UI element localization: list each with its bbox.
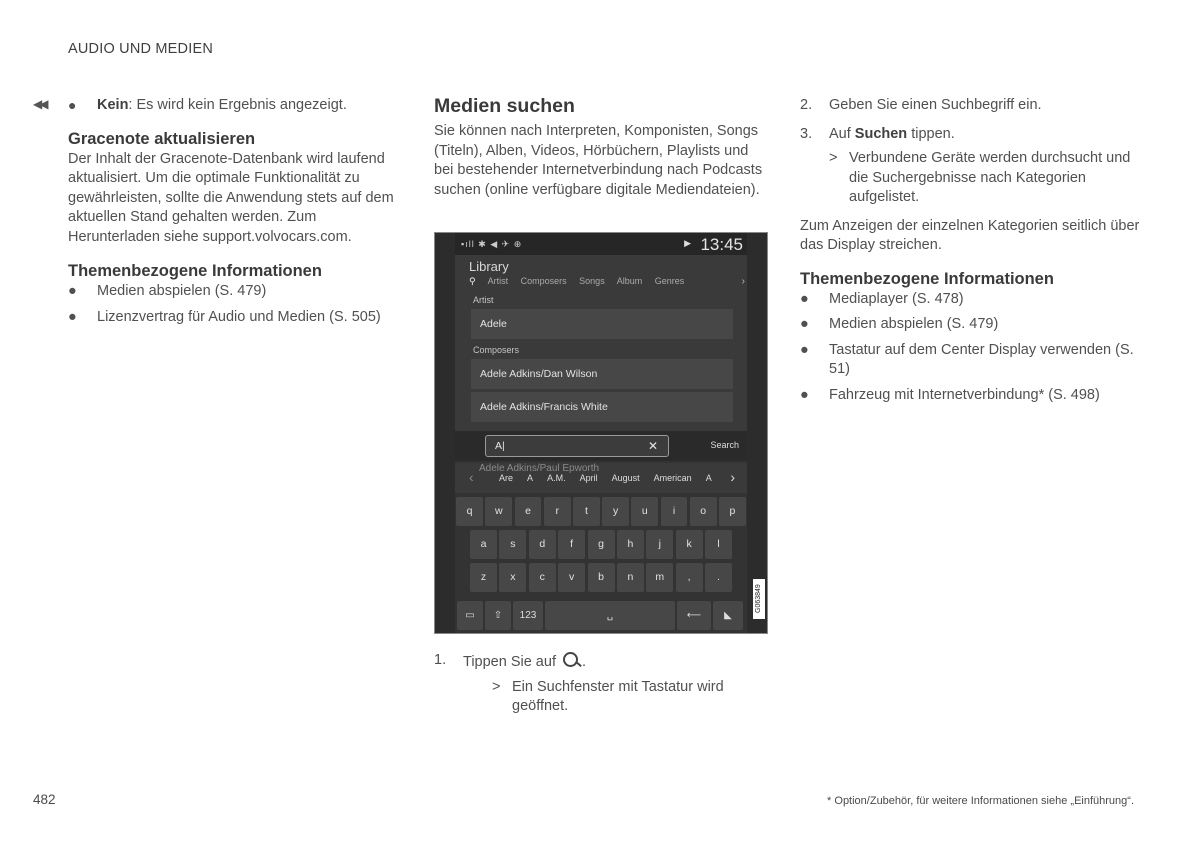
chevron-right-icon[interactable]: › (741, 276, 745, 287)
bullet-icon: ● (68, 308, 77, 325)
section-heading: Medien suchen (434, 95, 575, 117)
kein-item (68, 96, 408, 116)
bullet-icon: ● (800, 386, 809, 403)
suchen-label: Suchen (854, 125, 908, 142)
suggestion[interactable]: Are (499, 473, 514, 483)
search-button[interactable]: Search (710, 440, 739, 450)
key[interactable]: b (588, 563, 615, 592)
chevron-left-icon[interactable]: ‹ (469, 469, 474, 485)
bullet-icon: ● (68, 283, 77, 299)
key[interactable]: r (544, 497, 571, 526)
figure-id: G063849 (753, 579, 765, 619)
key[interactable]: y (602, 497, 629, 526)
related-link[interactable]: ● Mediaplayer (S. 478) (800, 290, 1140, 310)
related-link[interactable]: ● Medien abspielen (S. 479) (68, 282, 408, 302)
kein-label: Kein (97, 97, 129, 113)
key[interactable]: z (470, 563, 497, 592)
result-row[interactable]: Adele Adkins/Francis White (471, 392, 733, 422)
search-input[interactable]: A| ✕ (485, 435, 669, 457)
key[interactable]: v (558, 563, 585, 592)
step-result: > Ein Suchfenster mit Tastatur wird geöffnet. (492, 678, 724, 714)
key[interactable]: c (529, 563, 556, 592)
related-heading-1: Themenbezogene Informationen (68, 262, 322, 280)
step-number: 2. (800, 97, 813, 113)
center-display-illustration (434, 232, 768, 634)
result-row[interactable]: Adele Adkins/Dan Wilson (471, 359, 733, 389)
library-title: Library (469, 259, 509, 274)
status-bar (455, 233, 747, 255)
key-row-3 (455, 563, 747, 592)
search-icon (560, 651, 582, 669)
suggestion[interactable]: August (611, 473, 640, 483)
steps-list (800, 96, 1140, 208)
suggestion[interactable]: A (705, 473, 712, 483)
step-3: 3. Auf Suchen tippen. > Verbundene Geräte werden durchsucht und die Suchergebnisse nach Kategorien aufgelistet. (800, 125, 1140, 208)
step-result: > Verbundene Geräte werden durchsucht und die Suchergebnisse nach Kategorien aufgelistet. (829, 150, 1131, 205)
key[interactable]: p (719, 497, 746, 526)
tab-genres[interactable]: Genres (654, 276, 685, 286)
key[interactable]: s (499, 530, 526, 559)
suggestions (499, 473, 724, 483)
tab-composers[interactable]: Composers (520, 276, 567, 286)
key[interactable]: l (705, 530, 732, 559)
key[interactable]: t (573, 497, 600, 526)
key-row-bottom (455, 599, 747, 633)
key[interactable]: m (646, 563, 673, 592)
column-1 (68, 96, 408, 333)
voice-icon[interactable]: ◣ (713, 601, 743, 630)
key[interactable]: o (690, 497, 717, 526)
close-icon[interactable]: ✕ (647, 439, 658, 453)
key[interactable]: d (529, 530, 556, 559)
key[interactable]: u (631, 497, 658, 526)
key-row-1 (455, 497, 747, 526)
swipe-note: Zum Anzeigen der einzelnen Kategorien seitlich über das Display streichen. (800, 217, 1140, 253)
steps-list (434, 651, 768, 717)
key[interactable]: w (485, 497, 512, 526)
suggestion[interactable]: April (579, 473, 598, 483)
related-link[interactable]: ● Fahrzeug mit Internetverbindung* (S. 498) (800, 386, 1140, 406)
key-row-2 (455, 530, 747, 559)
kein-text: : Es wird kein Ergebnis angezeigt. (128, 97, 347, 113)
key[interactable]: e (515, 497, 542, 526)
related-list-1 (68, 282, 408, 327)
related-link[interactable]: ● Medien abspielen (S. 479) (800, 315, 1140, 335)
key[interactable]: . (705, 563, 732, 592)
key[interactable]: , (676, 563, 703, 592)
suggestion[interactable]: A (527, 473, 534, 483)
key[interactable]: q (456, 497, 483, 526)
key[interactable]: j (646, 530, 673, 559)
related-list-2 (800, 290, 1140, 406)
back-arrows-icon[interactable]: ◀◀ (33, 97, 46, 111)
step-1: 1. Tippen Sie auf . > Ein Suchfenster mit Tastatur wird geöffnet. (434, 651, 768, 717)
keyboard-panel (455, 431, 747, 633)
key[interactable]: i (661, 497, 688, 526)
column-2-steps (434, 651, 768, 726)
suggestion[interactable]: A.M. (547, 473, 566, 483)
search-bar (455, 431, 747, 461)
play-icon: ▶ (684, 238, 691, 248)
chevron-right-icon[interactable]: › (730, 469, 735, 485)
bullet-icon: ● (800, 316, 809, 332)
section-intro: Sie können nach Interpreten, Komponisten, Songs (Titeln), Alben, Videos, Hörbüchern, Playlists und bei bestehender Internetverbindung nach Podcasts suchen (online verfügbare digitale Mediendateien). (434, 123, 763, 198)
result-row[interactable]: Adele (471, 309, 733, 339)
shift-icon[interactable]: ⇧ (485, 601, 511, 630)
bullet-icon: ● (800, 290, 809, 307)
space-key[interactable]: ␣ (545, 601, 675, 630)
status-icons: ▪ıll ✱ ◀ ✈ ⊕ (461, 239, 523, 249)
suggestion-bar (455, 463, 747, 493)
bullet-icon: ● (68, 97, 77, 113)
artist-label: Artist (473, 295, 494, 305)
gracenote-heading: Gracenote aktualisieren (68, 129, 256, 148)
step-number: 1. (434, 652, 447, 668)
suggestion[interactable]: American (653, 473, 692, 483)
search-icon[interactable]: ⚲ (469, 276, 476, 286)
page-header: AUDIO UND MEDIEN (68, 41, 213, 57)
page-number: 482 (33, 792, 56, 807)
column-2 (434, 94, 768, 200)
column-3 (800, 96, 1140, 411)
library-tabs (469, 276, 694, 287)
key[interactable]: g (588, 530, 615, 559)
tab-songs[interactable]: Songs (579, 276, 605, 286)
result-arrow-icon: > (829, 150, 838, 166)
footnote: * Option/Zubehör, für weitere Informationen siehe „Einführung“. (827, 795, 1134, 807)
key[interactable]: h (617, 530, 644, 559)
clock: 13:45 (700, 235, 743, 254)
key[interactable]: f (558, 530, 585, 559)
bullet-icon: ● (800, 341, 809, 358)
key[interactable]: n (617, 563, 644, 592)
ghost-row: Adele Adkins/Paul Epworth (479, 463, 600, 474)
key[interactable]: x (499, 563, 526, 592)
composers-label: Composers (473, 345, 520, 355)
backspace-icon[interactable]: ⟵ (677, 601, 711, 630)
key[interactable]: k (676, 530, 703, 559)
related-heading-2: Themenbezogene Informationen (800, 269, 1054, 288)
gracenote-body: Der Inhalt der Gracenote-Datenbank wird laufend aktualisiert. Um die optimale Funktionalität zu gewährleisten, sollte die Anwendung stets auf dem aktuellen Stand gehalten werden. Zum Herunterladen siehe support.volvocars.com. (68, 150, 394, 245)
tab-album[interactable]: Album (616, 276, 643, 286)
hide-keyboard-icon[interactable]: ▭ (457, 601, 483, 630)
key[interactable]: a (470, 530, 497, 559)
related-link[interactable]: ● Lizenzvertrag für Audio und Medien (S. 505) (68, 308, 408, 328)
tab-artist[interactable]: Artist (487, 276, 509, 286)
display-screen (455, 233, 747, 633)
step-number: 3. (800, 125, 813, 142)
step-2: 2. Geben Sie einen Suchbegriff ein. (800, 96, 1140, 116)
result-arrow-icon: > (492, 678, 501, 695)
numbers-key[interactable]: 123 (513, 601, 543, 630)
related-link[interactable]: ● Tastatur auf dem Center Display verwenden (S. 51) (800, 341, 1134, 377)
